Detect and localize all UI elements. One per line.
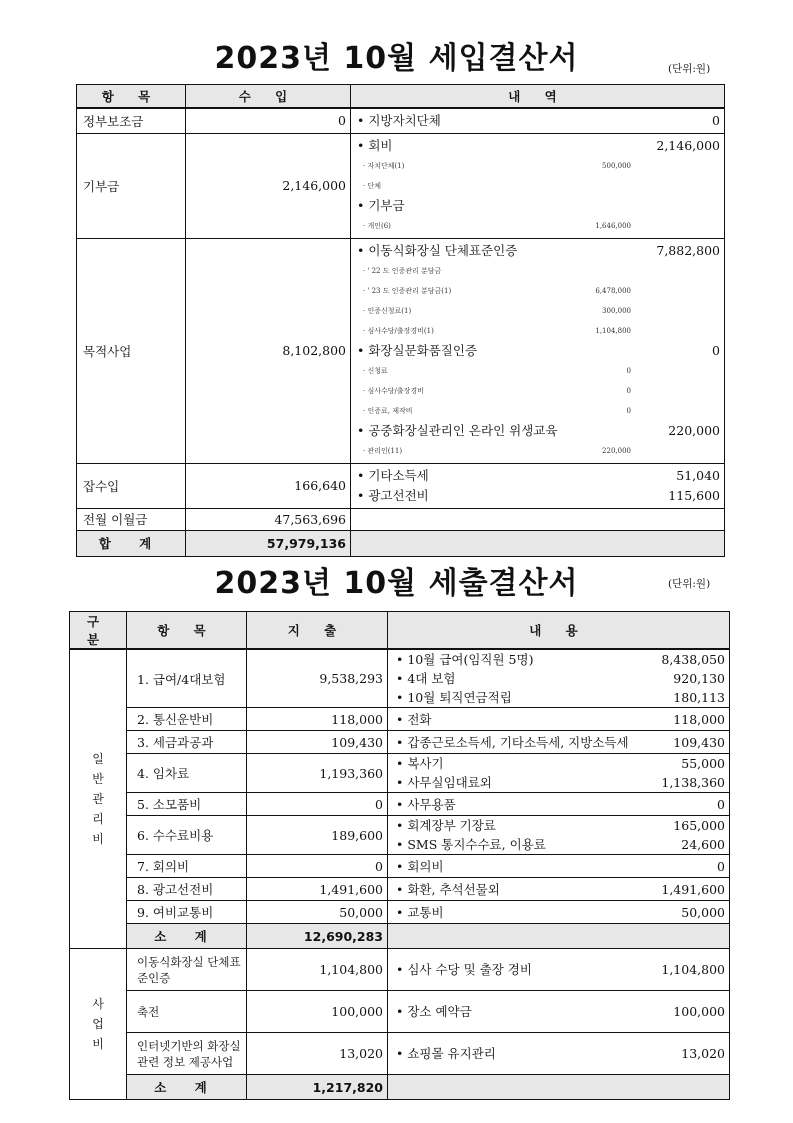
income-total-label: 합 계: [77, 530, 186, 556]
detail-label: • 회의비: [396, 858, 444, 874]
detail-label: • 이동식화장실 단체표준인증: [357, 242, 518, 258]
expense-amount: 50,000: [247, 901, 388, 924]
expense-title: 2023년 10월 세출결산서: [214, 566, 579, 601]
detail-label: • 사무실임대료외: [396, 775, 492, 790]
detail-line: [396, 903, 725, 922]
expense-row: [70, 991, 730, 1033]
expense-item: 축전: [127, 991, 247, 1033]
expense-details: [388, 731, 730, 754]
header-category: 구 분: [70, 612, 127, 650]
expense-subtotal-row: [70, 1075, 730, 1100]
header-expense: 지 출: [247, 612, 388, 650]
detail-sub-label-text: 자치단체(1): [367, 161, 405, 170]
detail-sub-label: · 개인(6): [363, 221, 391, 230]
detail-label: • 화환, 추석선물외: [396, 881, 500, 897]
category-char: 리: [92, 812, 104, 826]
detail-sub-label: · 단체: [363, 181, 381, 190]
detail-label-text: 교통비: [407, 904, 444, 920]
detail-sub-label-text: 신청료: [367, 366, 388, 375]
detail-amount: 2,146,000: [656, 137, 720, 153]
detail-sub-label-text: 심사수당/출장경비(1): [367, 326, 434, 335]
detail-line: [396, 880, 725, 899]
expense-item: 1. 급여/4대보험: [127, 649, 247, 708]
income-row: [77, 508, 725, 530]
detail-label: • 광고선전비: [357, 487, 429, 503]
detail-sub-label: · 인증료, 제작비: [363, 406, 413, 415]
expense-row: [70, 901, 730, 924]
detail-sub-amount: 0: [626, 366, 631, 375]
expense-item: 이동식화장실 단체표준인증: [127, 949, 247, 991]
detail-sub-amount: 1,104,800: [595, 326, 631, 335]
expense-item: 5. 소모품비: [127, 793, 247, 816]
category-char: 비: [92, 832, 104, 846]
expense-amount: 189,600: [247, 816, 388, 855]
income-amount: 47,563,696: [186, 508, 351, 530]
expense-amount: 109,430: [247, 731, 388, 754]
detail-label-text: 복사기: [407, 756, 444, 771]
expense-amount: 118,000: [247, 708, 388, 731]
detail-sub-label: · 인증신청료(1): [363, 306, 412, 315]
income-details: [351, 508, 725, 530]
detail-label-text: 회계장부 기장료: [407, 818, 496, 833]
income-details: [351, 133, 725, 238]
subtotal-blank: [388, 1075, 730, 1100]
detail-line: [396, 1044, 725, 1063]
detail-label: • 10월 퇴직연금적립: [396, 690, 512, 705]
expense-item: 2. 통신운반비: [127, 708, 247, 731]
detail-label: • 사무용품: [396, 796, 456, 812]
detail-sub-amount: 6,478,000: [595, 286, 631, 295]
expense-unit-label: (단위:원): [668, 578, 711, 590]
detail-line: [357, 466, 720, 486]
detail-line: [396, 960, 725, 979]
category-char: 일: [92, 752, 104, 766]
detail-amount: 24,600: [681, 837, 725, 852]
subtotal-label: 소 계: [127, 1075, 247, 1100]
subtotal-blank: [388, 924, 730, 949]
income-item: 기부금: [77, 133, 186, 238]
expense-header-row: [70, 612, 730, 650]
income-total-blank: [351, 530, 725, 556]
detail-line: [396, 835, 725, 854]
expense-amount: 1,104,800: [247, 949, 388, 991]
detail-label-text: 기부금: [368, 197, 405, 213]
header-item: 항 목: [127, 612, 247, 650]
expense-details: [388, 1033, 730, 1075]
detail-label: • 지방자치단체: [357, 112, 441, 128]
detail-line: [396, 816, 725, 835]
detail-label-text: 사무실임대료외: [407, 775, 492, 790]
detail-line: [396, 688, 725, 707]
detail-label-text: 이동식화장실 단체표준인증: [368, 242, 518, 258]
detail-label: • 10월 급여(임직원 5명): [396, 652, 534, 667]
detail-label-text: 기타소득세: [368, 467, 429, 483]
income-amount: 8,102,800: [186, 238, 351, 463]
detail-label: • 전화: [396, 711, 432, 727]
detail-amount: 0: [712, 342, 720, 358]
expense-details: [388, 708, 730, 731]
detail-subline: [357, 261, 720, 281]
expense-category: [70, 649, 127, 949]
detail-amount: 1,138,360: [661, 775, 725, 790]
expense-row: [70, 878, 730, 901]
detail-subline: [357, 361, 720, 381]
header-content: 내 용: [388, 612, 730, 650]
detail-subline: [357, 321, 720, 341]
detail-amount: 0: [717, 858, 725, 874]
detail-line: [396, 1002, 725, 1021]
detail-subline: [357, 281, 720, 301]
income-details: [351, 463, 725, 508]
expense-details: [388, 901, 730, 924]
detail-label-text: 화장실문화품질인증: [368, 342, 478, 358]
detail-sub-amount: 500,000: [602, 161, 631, 170]
detail-line: [357, 196, 720, 216]
expense-details: [388, 855, 730, 878]
income-total-amount: 57,979,136: [186, 530, 351, 556]
detail-label: • 회비: [357, 137, 393, 153]
detail-line: [396, 857, 725, 876]
detail-amount: 100,000: [673, 1004, 725, 1019]
expense-item: 7. 회의비: [127, 855, 247, 878]
expense-item: 3. 세금과공과: [127, 731, 247, 754]
detail-line: [357, 136, 720, 156]
detail-amount: 920,130: [673, 671, 725, 686]
category-char: 반: [92, 772, 104, 786]
detail-amount: 220,000: [668, 422, 720, 438]
detail-amount: 1,491,600: [661, 881, 725, 897]
income-amount: 0: [186, 108, 351, 134]
expense-row: [70, 949, 730, 991]
expense-amount: 13,020: [247, 1033, 388, 1075]
detail-label: • 기부금: [357, 197, 405, 213]
detail-label: • 쇼핑몰 유지관리: [396, 1046, 496, 1061]
detail-sub-amount: 220,000: [602, 446, 631, 455]
header-details: 내 역: [351, 85, 725, 108]
detail-line: [357, 421, 720, 441]
detail-label-text: 회의비: [407, 858, 444, 874]
detail-amount: 55,000: [681, 756, 725, 771]
detail-label: • 교통비: [396, 904, 444, 920]
detail-amount: 7,882,800: [656, 242, 720, 258]
expense-row: [70, 793, 730, 816]
detail-amount: 1,104,800: [661, 962, 725, 977]
income-details: [351, 238, 725, 463]
subtotal-amount: 12,690,283: [247, 924, 388, 949]
detail-line: [396, 754, 725, 773]
detail-sub-label: · 관리인(11): [363, 446, 403, 455]
detail-line: [396, 773, 725, 792]
detail-line: [357, 241, 720, 261]
detail-sub-label-text: 개인(6): [367, 221, 391, 230]
detail-label-text: 광고선전비: [368, 487, 429, 503]
income-row: [77, 463, 725, 508]
income-amount: 166,640: [186, 463, 351, 508]
detail-sub-label: · 자치단체(1): [363, 161, 405, 170]
expense-item: 8. 광고선전비: [127, 878, 247, 901]
expense-row: [70, 816, 730, 855]
detail-label: • 화장실문화품질인증: [357, 342, 478, 358]
detail-amount: 165,000: [673, 818, 725, 833]
detail-line: [396, 795, 725, 814]
expense-row: [70, 731, 730, 754]
detail-sub-label-text: ' 23 도 인증관리 분담금(1): [367, 286, 452, 295]
income-unit-label: (단위:원): [668, 63, 711, 75]
expense-item: 6. 수수료비용: [127, 816, 247, 855]
expense-item: 9. 여비교통비: [127, 901, 247, 924]
detail-sub-label-text: 인증료, 제작비: [367, 406, 413, 415]
detail-amount: 180,113: [673, 690, 725, 705]
expense-details: [388, 816, 730, 855]
category-char: 업: [92, 1017, 104, 1031]
expense-row: [70, 1033, 730, 1075]
detail-sub-amount: 0: [626, 386, 631, 395]
category-char: 사: [92, 997, 104, 1011]
detail-sub-amount: 1,646,000: [595, 221, 631, 230]
detail-label: • 장소 예약금: [396, 1004, 472, 1019]
income-row: [77, 108, 725, 134]
detail-sub-label-text: 관리인(11): [367, 446, 403, 455]
detail-label: • 공중화장실관리인 온라인 위생교육: [357, 422, 558, 438]
expense-details: [388, 649, 730, 708]
expense-details: [388, 754, 730, 793]
detail-subline: [357, 156, 720, 176]
detail-amount: 0: [717, 796, 725, 812]
income-item: 전월 이월금: [77, 508, 186, 530]
expense-row: [70, 649, 730, 708]
detail-amount: 115,600: [668, 487, 720, 503]
income-header-row: [77, 85, 725, 108]
detail-line: [357, 486, 720, 506]
expense-amount: 9,538,293: [247, 649, 388, 708]
detail-sub-label-text: 단체: [367, 181, 381, 190]
expense-amount: 0: [247, 793, 388, 816]
detail-label: • 4대 보험: [396, 671, 456, 686]
income-row: [77, 238, 725, 463]
detail-label-text: 4대 보험: [407, 671, 456, 686]
expense-subtotal-row: [70, 924, 730, 949]
detail-sub-label: · 심사수당/출장경비(1): [363, 326, 434, 335]
detail-label-text: 10월 퇴직연금적립: [407, 690, 512, 705]
detail-subline: [357, 381, 720, 401]
detail-line: [357, 111, 720, 131]
detail-label: • 심사 수당 및 출장 경비: [396, 962, 532, 977]
detail-amount: 109,430: [673, 734, 725, 750]
income-item: 목적사업: [77, 238, 186, 463]
income-table: [76, 84, 725, 557]
income-details: [351, 108, 725, 134]
detail-line: [396, 669, 725, 688]
detail-sub-label: · 심사수당/출장경비: [363, 386, 424, 395]
detail-label-text: 전화: [407, 711, 432, 727]
detail-label-text: 공중화장실관리인 온라인 위생교육: [368, 422, 558, 438]
expense-amount: 1,491,600: [247, 878, 388, 901]
detail-sub-amount: 0: [626, 406, 631, 415]
detail-label: • 갑종근로소득세, 기타소득세, 지방소득세: [396, 734, 629, 750]
detail-amount: 50,000: [681, 904, 725, 920]
expense-row: [70, 708, 730, 731]
category-char: 관: [92, 792, 104, 806]
income-amount: 2,146,000: [186, 133, 351, 238]
detail-sub-label-text: ' 22 도 인증관리 분담금: [367, 266, 442, 275]
detail-sub-label-text: 심사수당/출장경비: [367, 386, 424, 395]
expense-row: [70, 855, 730, 878]
detail-subline: [357, 216, 720, 236]
detail-label-text: 사무용품: [407, 796, 456, 812]
expense-table: [69, 611, 730, 1100]
expense-amount: 100,000: [247, 991, 388, 1033]
income-item: 잡수입: [77, 463, 186, 508]
detail-sub-label: · ' 23 도 인증관리 분담금(1): [363, 286, 452, 295]
detail-line: [396, 650, 725, 669]
detail-label-text: 회비: [368, 137, 393, 153]
detail-label-text: 쇼핑몰 유지관리: [407, 1046, 496, 1061]
detail-label-text: SMS 통지수수료, 이용료: [407, 837, 546, 852]
detail-label-text: 10월 급여(임직원 5명): [407, 652, 534, 667]
detail-sub-label-text: 인증신청료(1): [367, 306, 412, 315]
detail-label-text: 심사 수당 및 출장 경비: [407, 962, 532, 977]
detail-line: [396, 733, 725, 752]
detail-label-text: 갑종근로소득세, 기타소득세, 지방소득세: [407, 734, 629, 750]
expense-details: [388, 793, 730, 816]
detail-subline: [357, 441, 720, 461]
detail-subline: [357, 401, 720, 421]
detail-label: • 복사기: [396, 756, 444, 771]
expense-details: [388, 949, 730, 991]
detail-line: [396, 710, 725, 729]
detail-subline: [357, 176, 720, 196]
detail-amount: 118,000: [673, 711, 725, 727]
detail-amount: 51,040: [676, 467, 720, 483]
detail-label-text: 화환, 추석선물외: [407, 881, 500, 897]
detail-label: • 회계장부 기장료: [396, 818, 496, 833]
category-char: 비: [92, 1037, 104, 1051]
detail-amount: 0: [712, 112, 720, 128]
detail-amount: 13,020: [681, 1046, 725, 1061]
detail-line: [357, 341, 720, 361]
income-row: [77, 133, 725, 238]
detail-label-text: 지방자치단체: [368, 112, 441, 128]
header-income: 수 입: [186, 85, 351, 108]
detail-subline: [357, 301, 720, 321]
expense-amount: 0: [247, 855, 388, 878]
expense-details: [388, 878, 730, 901]
expense-amount: 1,193,360: [247, 754, 388, 793]
subtotal-amount: 1,217,820: [247, 1075, 388, 1100]
header-item: 항 목: [77, 85, 186, 108]
income-total-row: [77, 530, 725, 556]
detail-sub-label: · ' 22 도 인증관리 분담금: [363, 266, 442, 275]
income-title: 2023년 10월 세입결산서: [214, 41, 579, 76]
detail-sub-amount: 300,000: [602, 306, 631, 315]
detail-label-text: 장소 예약금: [407, 1004, 472, 1019]
expense-category: [70, 949, 127, 1100]
income-item: 정부보조금: [77, 108, 186, 134]
expense-details: [388, 991, 730, 1033]
expense-item: 4. 임차료: [127, 754, 247, 793]
expense-row: [70, 754, 730, 793]
subtotal-label: 소 계: [127, 924, 247, 949]
detail-label: • SMS 통지수수료, 이용료: [396, 837, 546, 852]
detail-label: • 기타소득세: [357, 467, 429, 483]
expense-item: 인터넷기반의 화장실 관련 정보 제공사업: [127, 1033, 247, 1075]
detail-amount: 8,438,050: [661, 652, 725, 667]
detail-sub-label: · 신청료: [363, 366, 388, 375]
